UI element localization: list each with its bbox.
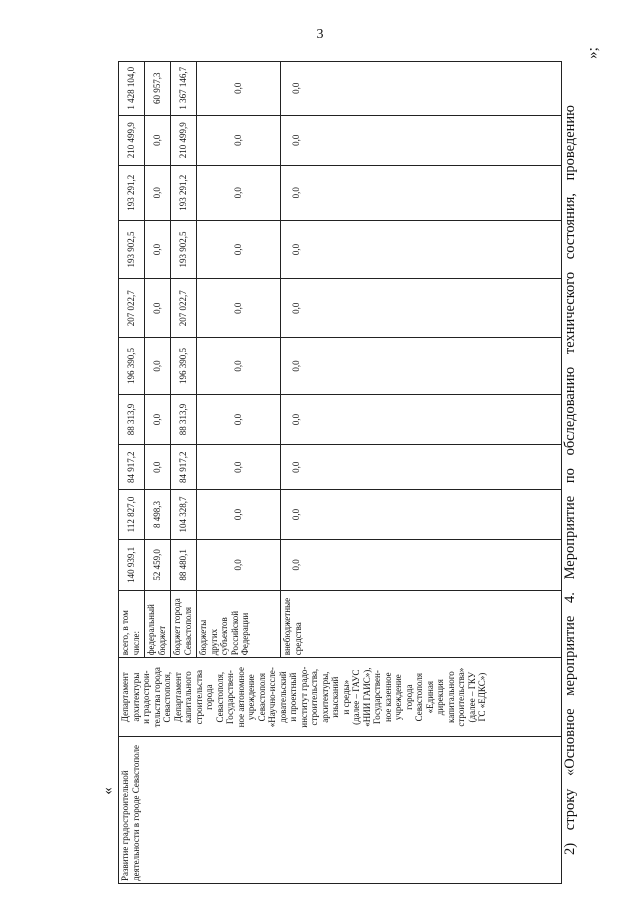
executor-line: и проектный xyxy=(288,672,298,722)
source-cell-federal: федеральный бюджет xyxy=(145,591,171,658)
page-number: 3 xyxy=(316,27,324,42)
value-cell: 0,0 xyxy=(281,445,562,490)
value-cell: 0,0 xyxy=(281,279,562,338)
value-cell: 0,0 xyxy=(145,220,171,279)
executor-line: Севастополя, xyxy=(214,671,225,723)
value-cell: 210 499,9 xyxy=(171,115,197,165)
value-cell: 84 917,2 xyxy=(171,445,197,490)
executor-line: капитального xyxy=(445,671,456,724)
executor-line: строительства xyxy=(193,669,204,725)
value-cell: 1 428 104,0 xyxy=(119,62,145,116)
program-name-cell: Развитие градостроительной деятельности в городе Севастополе xyxy=(119,737,562,884)
value-cell: 210 499,9 xyxy=(119,115,145,165)
value-cell: 193 902,5 xyxy=(119,220,145,279)
value-cell: 0,0 xyxy=(281,338,562,395)
value-cell: 193 291,2 xyxy=(171,165,197,220)
value-cell: 0,0 xyxy=(197,394,281,444)
value-cell: 0,0 xyxy=(197,338,281,395)
executor-line: строительства» xyxy=(456,667,466,727)
executor-line: тельства города xyxy=(151,667,162,728)
value-cell: 60 957,3 xyxy=(145,62,171,116)
value-cell: 193 902,5 xyxy=(171,220,197,279)
executor-line: и среды» xyxy=(340,679,351,715)
source-cell-extrabudgetary: внебюджетные средства xyxy=(281,591,562,658)
value-cell: 112 827,0 xyxy=(119,490,145,539)
value-cell: 207 022,7 xyxy=(171,279,197,338)
amendment-text: 2) строку «Основное мероприятие 4. Мероприятие по обследованию технического состояния, проведению xyxy=(562,105,578,855)
executor-line: ное казенное xyxy=(382,672,393,723)
budget-table xyxy=(118,61,562,884)
executor-line: капитального xyxy=(183,671,193,724)
executor-line: Севастополя xyxy=(256,672,267,722)
value-cell: 0,0 xyxy=(145,445,171,490)
value-cell: 0,0 xyxy=(197,220,281,279)
value-cell: 0,0 xyxy=(281,490,562,539)
executor-line: Департамент xyxy=(120,672,130,723)
value-cell: 0,0 xyxy=(281,394,562,444)
value-cell: 8 498,3 xyxy=(145,490,171,539)
executor-line: учреждение xyxy=(246,674,256,721)
value-cell: 0,0 xyxy=(197,165,281,220)
executor-line: строительства, xyxy=(309,668,319,726)
value-cell: 0,0 xyxy=(197,539,281,590)
executor-line: Департамент xyxy=(172,672,183,723)
value-cell: 0,0 xyxy=(197,115,281,165)
budget-table-rotated xyxy=(118,61,562,884)
executor-line: и градострои- xyxy=(141,670,151,724)
executor-line: изысканий xyxy=(330,676,340,718)
executor-line: (далее – ГКУ xyxy=(466,671,477,723)
value-cell: 196 390,5 xyxy=(171,338,197,395)
value-cell: 0,0 xyxy=(145,165,171,220)
executor-line: (далее – ГАУС xyxy=(351,669,361,725)
executor-line: Севастополя xyxy=(414,672,424,722)
value-cell: 0,0 xyxy=(197,445,281,490)
opening-quote: « xyxy=(99,787,116,795)
executor-line: Севастополя, xyxy=(162,671,172,723)
value-cell: 0,0 xyxy=(145,394,171,444)
value-cell: 140 939,1 xyxy=(119,539,145,590)
executor-line: «Единая xyxy=(424,681,435,714)
executor-line: ное автономное xyxy=(235,667,246,728)
value-cell: 207 022,7 xyxy=(119,279,145,338)
value-cell: 0,0 xyxy=(281,539,562,590)
value-cell: 0,0 xyxy=(197,490,281,539)
executor-cell xyxy=(119,658,562,737)
value-cell: 88 480,1 xyxy=(171,539,197,590)
value-cell: 88 313,9 xyxy=(119,394,145,444)
closing-quote: »; xyxy=(584,47,601,59)
value-cell: 0,0 xyxy=(281,115,562,165)
executor-line: города xyxy=(403,684,414,710)
value-cell: 0,0 xyxy=(145,115,171,165)
value-cell: 1 367 146,7 xyxy=(171,62,197,116)
value-cell: 88 313,9 xyxy=(171,394,197,444)
executor-line: довательский xyxy=(277,671,288,723)
executor-line: институт градо- xyxy=(298,666,309,728)
value-cell: 52 459,0 xyxy=(145,539,171,590)
executor-line: архитектуры xyxy=(130,672,141,722)
value-cell: 0,0 xyxy=(281,165,562,220)
source-cell-other-regions: бюджеты других субъектов Российской Федерации xyxy=(197,591,281,658)
source-cell-total: всего, в том числе: xyxy=(119,591,145,658)
executor-line: ГС «ЕДКС») xyxy=(477,672,487,722)
value-cell: 0,0 xyxy=(281,62,562,116)
executor-line: «Научно-иссле- xyxy=(267,667,277,728)
value-cell: 196 390,5 xyxy=(119,338,145,395)
executor-line: Государствен- xyxy=(225,670,235,725)
value-cell: 0,0 xyxy=(197,62,281,116)
executor-line: учреждение xyxy=(393,674,403,721)
value-cell: 84 917,2 xyxy=(119,445,145,490)
executor-line: архитектуры, xyxy=(319,671,330,723)
value-cell: 104 328,7 xyxy=(171,490,197,539)
value-cell: 0,0 xyxy=(145,279,171,338)
value-cell: 0,0 xyxy=(197,279,281,338)
value-cell: 193 291,2 xyxy=(119,165,145,220)
executor-line: дирекция xyxy=(435,679,445,716)
executor-line: города xyxy=(204,684,214,710)
executor-line: «НИИ ГАИС»), xyxy=(361,667,372,727)
source-cell-city: бюджет города Севастополя xyxy=(171,591,197,658)
executor-line: Государствен- xyxy=(372,670,382,725)
value-cell: 0,0 xyxy=(281,220,562,279)
value-cell: 0,0 xyxy=(145,338,171,395)
